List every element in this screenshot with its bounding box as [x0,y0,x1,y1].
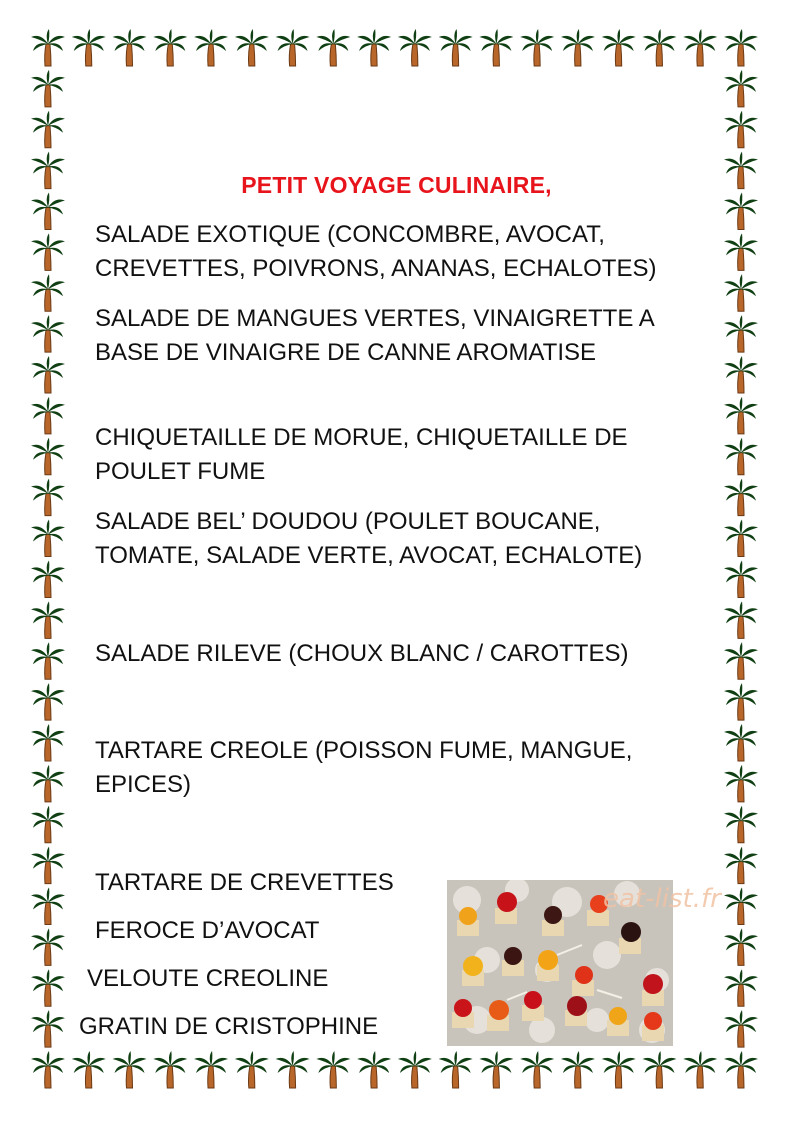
palm-tree-icon [520,1051,554,1088]
palm-tree-icon [683,29,717,66]
palm-tree-icon [683,1051,717,1088]
palm-tree-icon [724,887,758,924]
palm-tree-icon [724,29,758,66]
palm-tree-icon [31,887,65,924]
palm-tree-icon [724,1051,758,1088]
palm-tree-icon [235,29,269,66]
palm-tree-icon [72,1051,106,1088]
palm-tree-icon [31,683,65,720]
palm-tree-icon [31,1051,65,1088]
palm-tree-icon [642,29,676,66]
menu-title: PETIT VOYAGE CULINAIRE, [241,172,552,198]
palm-tree-icon [31,642,65,679]
palm-tree-icon [724,806,758,843]
palm-tree-icon [31,969,65,1006]
menu-item: TARTARE CREOLE (POISSON FUME, MANGUE, EPICES) [95,737,633,798]
palm-tree-icon [520,29,554,66]
palm-tree-icon [439,1051,473,1088]
palm-tree-icon [31,928,65,965]
palm-tree-icon [31,806,65,843]
palm-tree-icon [31,111,65,148]
palm-tree-icon [724,70,758,107]
palm-tree-icon [235,1051,269,1088]
palm-tree-icon [724,438,758,475]
palm-tree-icon [724,356,758,393]
palm-tree-icon [724,601,758,638]
palm-tree-icon [113,1051,147,1088]
menu-item: TARTARE DE CREVETTES [95,869,394,896]
palm-tree-icon [31,274,65,311]
menu-item: CHIQUETAILLE DE MORUE, CHIQUETAILLE DE POULET FUME [95,424,628,485]
menu-item: SALADE DE MANGUES VERTES, VINAIGRETTE A BASE DE VINAIGRE DE CANNE AROMATISE [95,305,655,366]
menu-item: SALADE RILEVE (CHOUX BLANC / CAROTTES) [95,640,629,667]
palm-tree-icon [724,397,758,434]
palm-tree-icon [113,29,147,66]
menu-item: FEROCE D’AVOCAT [95,917,320,944]
palm-tree-icon [724,315,758,352]
menu-item: SALADE BEL’ DOUDOU (POULET BOUCANE, TOMATE, SALADE VERTE, AVOCAT, ECHALOTE) [95,508,643,569]
watermark: eat-list.fr [603,884,721,914]
palm-tree-icon [602,29,636,66]
palm-tree-icon [31,356,65,393]
palm-tree-icon [724,928,758,965]
palm-tree-icon [31,847,65,884]
palm-tree-icon [31,29,65,66]
palm-tree-icon [316,29,350,66]
palm-tree-icon [479,29,513,66]
palm-tree-icon [642,1051,676,1088]
palm-tree-icon [153,1051,187,1088]
palm-tree-icon [724,560,758,597]
palm-tree-icon [153,29,187,66]
palm-tree-icon [724,479,758,516]
palm-tree-icon [724,724,758,761]
palm-tree-icon [561,1051,595,1088]
palm-tree-icon [479,1051,513,1088]
palm-tree-icon [31,233,65,270]
palm-tree-icon [31,315,65,352]
menu-item: VELOUTE CREOLINE [87,965,329,992]
palm-tree-icon [194,1051,228,1088]
menu-item: GRATIN DE CRISTOPHINE [79,1013,379,1040]
palm-tree-icon [398,29,432,66]
palm-tree-icon [31,601,65,638]
palm-tree-icon [31,520,65,557]
palm-tree-icon [724,683,758,720]
palm-tree-icon [357,1051,391,1088]
palm-tree-icon [31,438,65,475]
palm-tree-icon [439,29,473,66]
palm-tree-icon [724,1010,758,1047]
palm-tree-icon [724,111,758,148]
palm-tree-icon [561,29,595,66]
palm-tree-icon [276,29,310,66]
palm-tree-icon [194,29,228,66]
palm-tree-icon [316,1051,350,1088]
palm-tree-icon [31,1010,65,1047]
palm-tree-icon [724,642,758,679]
palm-tree-icon [724,969,758,1006]
palm-tree-icon [31,765,65,802]
palm-tree-icon [357,29,391,66]
palm-tree-icon [724,847,758,884]
palm-tree-icon [276,1051,310,1088]
palm-tree-icon [31,724,65,761]
palm-tree-icon [31,479,65,516]
palm-tree-icon [724,765,758,802]
palm-tree-icon [724,233,758,270]
palm-tree-icon [602,1051,636,1088]
palm-tree-icon [724,520,758,557]
palm-tree-icon [72,29,106,66]
palm-tree-icon [31,397,65,434]
palm-tree-icon [724,274,758,311]
palm-tree-icon [31,70,65,107]
palm-tree-icon [398,1051,432,1088]
palm-tree-icon [31,560,65,597]
menu-item: SALADE EXOTIQUE (CONCOMBRE, AVOCAT, CREVETTES, POIVRONS, ANANAS, ECHALOTES) [95,221,657,282]
